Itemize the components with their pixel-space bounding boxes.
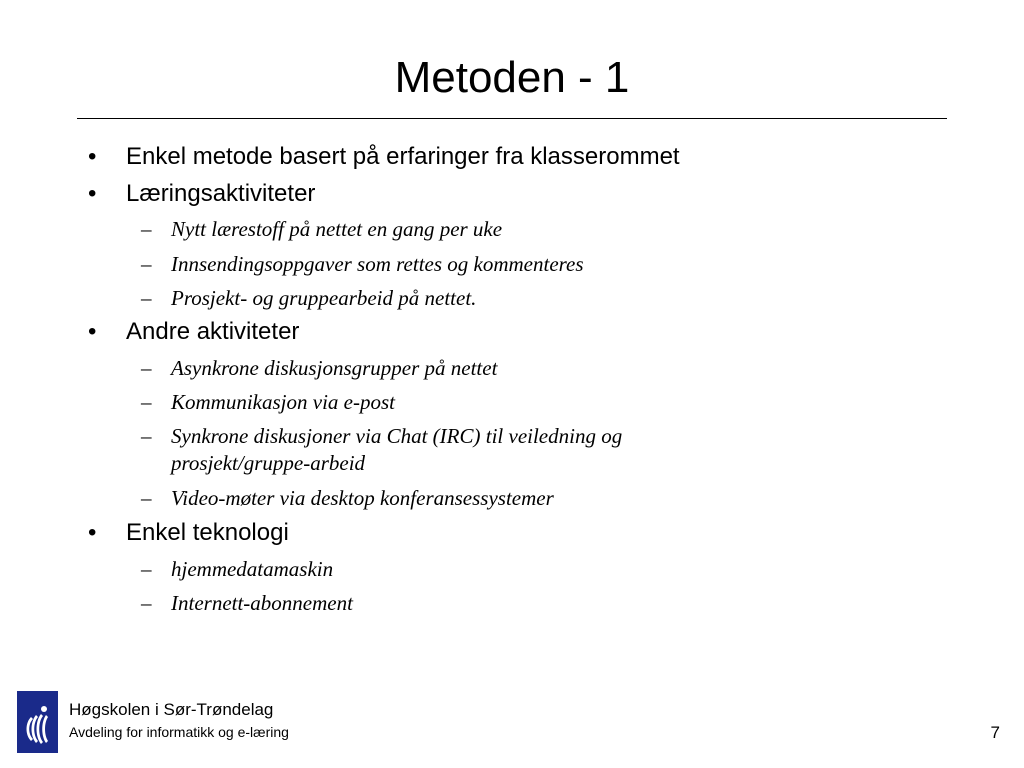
slide-title: Metoden - 1 xyxy=(394,53,630,102)
dash-symbol: – xyxy=(141,557,152,581)
dash-symbol: – xyxy=(141,252,152,276)
sub-item xyxy=(141,251,771,278)
bullet-item xyxy=(88,519,289,547)
bullet-item xyxy=(88,143,680,171)
sub-item xyxy=(141,556,771,583)
hist-logo-icon xyxy=(17,691,58,753)
dash-symbol: – xyxy=(141,486,152,510)
bullet-symbol: • xyxy=(88,180,97,207)
bullet-symbol: • xyxy=(88,143,97,170)
dash-symbol: – xyxy=(141,390,152,414)
sub-item-text: Kommunikasjon via e-post xyxy=(171,390,395,414)
footer-organization: Høgskolen i Sør-Trøndelag xyxy=(69,700,274,719)
sub-item-text: Innsendingsoppgaver som rettes og kommenteres xyxy=(171,252,584,276)
sub-item-text: Internett-abonnement xyxy=(171,591,353,615)
sub-item-text: Synkrone diskusjoner via Chat (IRC) til veiledning og prosjekt/gruppe-arbeid xyxy=(171,424,623,475)
bullet-symbol: • xyxy=(88,318,97,345)
dash-symbol: – xyxy=(141,217,152,241)
sub-item xyxy=(141,216,771,243)
sub-item-text: hjemmedatamaskin xyxy=(171,557,334,581)
dash-symbol: – xyxy=(141,286,152,310)
sub-item-text: Prosjekt- og gruppearbeid på nettet. xyxy=(171,286,477,310)
bullet-symbol: • xyxy=(88,519,97,546)
sub-item xyxy=(141,485,771,512)
sub-item-text: Asynkrone diskusjonsgrupper på nettet xyxy=(171,356,498,380)
bullet-text: Enkel metode basert på erfaringer fra klasserommet xyxy=(126,143,680,170)
bullet-item xyxy=(88,318,300,346)
sub-item-text: Nytt lærestoff på nettet en gang per uke xyxy=(171,217,503,241)
bullet-text: Enkel teknologi xyxy=(126,519,289,546)
sub-item xyxy=(141,285,771,312)
bullet-text: Læringsaktiviteter xyxy=(126,180,316,207)
sub-item xyxy=(141,389,771,416)
bullet-text: Andre aktiviteter xyxy=(126,318,300,345)
sub-item xyxy=(141,590,771,617)
bullet-item xyxy=(88,180,316,208)
sub-item-text: Video-møter via desktop konferansessystemer xyxy=(171,486,554,510)
sub-item xyxy=(141,423,741,477)
dash-symbol: – xyxy=(141,424,152,448)
dash-symbol: – xyxy=(141,591,152,615)
title-divider xyxy=(77,118,947,119)
footer-department: Avdeling for informatikk og e-læring xyxy=(69,724,289,740)
sub-item xyxy=(141,355,771,382)
dash-symbol: – xyxy=(141,356,152,380)
page-number: 7 xyxy=(990,723,1000,742)
